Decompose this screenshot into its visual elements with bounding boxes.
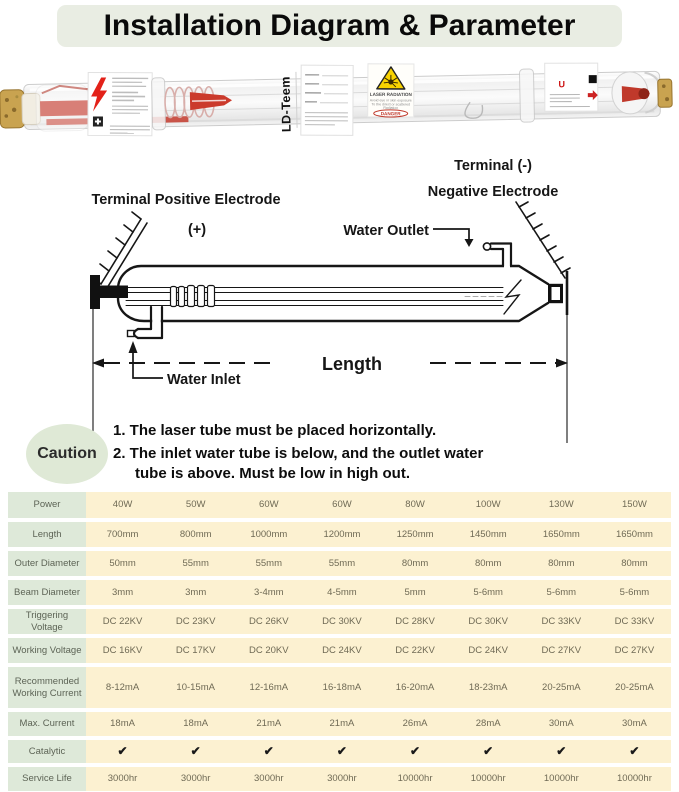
table-cell: 80mm <box>525 551 598 576</box>
table-cell: DC 20KV <box>232 638 305 663</box>
table-cell: 3000hr <box>86 767 159 791</box>
table-cell: DC 30KV <box>452 609 525 634</box>
table-cell: 3000hr <box>305 767 378 791</box>
row-label-recommended-working-current: Recommended Working Current <box>8 667 86 708</box>
table-cell: 50W <box>159 492 232 518</box>
table-cell: DC 16KV <box>86 638 159 663</box>
warning-line: Radiation <box>383 105 399 110</box>
table-cell: DC 22KV <box>86 609 159 634</box>
table-cell: 3000hr <box>159 767 232 791</box>
table-cell: 20-25mA <box>525 667 598 708</box>
cross-icon <box>93 116 103 126</box>
parameter-table <box>8 492 671 791</box>
table-cell: 28mA <box>452 712 525 736</box>
table-cell: 10000hr <box>452 767 525 791</box>
table-cell: 16-18mA <box>305 667 378 708</box>
table-cell: 8-12mA <box>86 667 159 708</box>
table-cell: DC 27KV <box>598 638 671 663</box>
table-cell: DC 28KV <box>379 609 452 634</box>
spec-form-label <box>301 65 353 135</box>
row-label-max-current: Max. Current <box>8 712 86 736</box>
table-cell: 130W <box>525 492 598 518</box>
table-cell: 20-25mA <box>598 667 671 708</box>
table-cell: 16-20mA <box>379 667 452 708</box>
table-cell: 5-6mm <box>452 580 525 605</box>
caution-notes <box>113 421 613 484</box>
table-cell: 12-16mA <box>232 667 305 708</box>
table-cell: DC 17KV <box>159 638 232 663</box>
table-cell: 60W <box>305 492 378 518</box>
table-cell: 18mA <box>86 712 159 736</box>
table-cell: 10000hr <box>525 767 598 791</box>
table-cell: 10000hr <box>379 767 452 791</box>
table-cell: 5-6mm <box>525 580 598 605</box>
brand-logo-u: U <box>558 79 566 90</box>
negative-wire <box>516 202 570 278</box>
checkmark-cell: ✔ <box>525 740 598 763</box>
table-cell: 1000mm <box>232 522 305 547</box>
table-cell: 80mm <box>379 551 452 576</box>
warning-title: LASER RADIATION <box>369 91 412 98</box>
water-outlet-arrow <box>433 229 474 247</box>
caution-badge <box>26 424 108 484</box>
table-cell: 80mm <box>452 551 525 576</box>
checkmark-cell: ✔ <box>305 740 378 763</box>
row-label-power: Power <box>8 492 86 518</box>
table-cell: 1450mm <box>452 522 525 547</box>
table-cell: 80mm <box>598 551 671 576</box>
table-cell: 1650mm <box>598 522 671 547</box>
table-cell: 21mA <box>232 712 305 736</box>
table-cell: 800mm <box>159 522 232 547</box>
table-cell: 700mm <box>86 522 159 547</box>
table-cell: 1250mm <box>379 522 452 547</box>
table-cell: DC 27KV <box>525 638 598 663</box>
checkmark-cell: ✔ <box>86 740 159 763</box>
danger-text: DANGER <box>380 111 401 117</box>
tube-assembly <box>0 57 673 141</box>
table-cell: DC 33KV <box>598 609 671 634</box>
table-cell: 18-23mA <box>452 667 525 708</box>
table-cell: 1200mm <box>305 522 378 547</box>
installation-diagram <box>0 145 679 447</box>
row-label-beam-diameter: Beam Diameter <box>8 580 86 605</box>
table-cell: 100W <box>452 492 525 518</box>
coil-marks <box>171 286 215 307</box>
table-cell: 55mm <box>305 551 378 576</box>
laser-warning-label <box>368 64 414 117</box>
table-cell: 18mA <box>159 712 232 736</box>
table-cell: 21mA <box>305 712 378 736</box>
water-inlet-label: Water Inlet <box>167 372 241 388</box>
warning-line: To the direct or scattered <box>371 102 411 107</box>
checkmark-cell: ✔ <box>598 740 671 763</box>
terminal-positive-label: Terminal Positive Electrode <box>91 192 281 208</box>
high-voltage-label <box>88 72 152 135</box>
table-cell: DC 30KV <box>305 609 378 634</box>
caution-item-2-cont: tube is above. Must be low in high out. <box>135 465 411 482</box>
length-label: Length <box>322 354 382 374</box>
row-label-service-life: Service Life <box>8 767 86 791</box>
caution-item-2: 2. The inlet water tube is below, and the outlet water <box>113 445 484 462</box>
checkmark-cell: ✔ <box>159 740 232 763</box>
table-cell: DC 26KV <box>232 609 305 634</box>
table-cell: 60W <box>232 492 305 518</box>
table-cell: 4-5mm <box>305 580 378 605</box>
caution-item-1: 1. The laser tube must be placed horizontally. <box>113 422 437 439</box>
table-cell: 5mm <box>379 580 452 605</box>
glass-joint-ring <box>152 78 166 130</box>
table-cell: 40W <box>86 492 159 518</box>
warning-line: Avoid eye or skin exposure <box>369 98 412 103</box>
row-label-length: Length <box>8 522 86 547</box>
black-square-mark <box>589 75 597 83</box>
table-cell: 1650mm <box>525 522 598 547</box>
terminal-negative-label: Terminal (-) <box>454 158 532 174</box>
positive-wire <box>92 212 147 288</box>
table-cell: DC 22KV <box>379 638 452 663</box>
row-label-outer-diameter: Outer Diameter <box>8 551 86 576</box>
table-cell: 3mm <box>159 580 232 605</box>
table-cell: 26mA <box>379 712 452 736</box>
table-cell: 150W <box>598 492 671 518</box>
table-cell: 55mm <box>159 551 232 576</box>
table-cell: 80W <box>379 492 452 518</box>
right-end-cap <box>612 71 673 114</box>
table-cell: 10000hr <box>598 767 671 791</box>
table-cell: 3mm <box>86 580 159 605</box>
checkmark-cell: ✔ <box>379 740 452 763</box>
checkmark-cell: ✔ <box>452 740 525 763</box>
caution-badge-text: Caution <box>37 445 97 462</box>
table-cell: 30mA <box>525 712 598 736</box>
table-cell: 55mm <box>232 551 305 576</box>
row-label-triggering-voltage: Triggering Voltage <box>8 609 86 634</box>
table-cell: 30mA <box>598 712 671 736</box>
table-cell: 3-4mm <box>232 580 305 605</box>
checkmark-cell: ✔ <box>232 740 305 763</box>
positive-terminal <box>90 275 128 309</box>
terminal-negative-sublabel: Negative Electrode <box>427 184 559 200</box>
right-info-label <box>545 63 598 111</box>
laser-tube-photo <box>0 57 679 141</box>
water-inlet-arrow <box>129 341 164 378</box>
table-cell: 5-6mm <box>598 580 671 605</box>
table-cell: DC 24KV <box>305 638 378 663</box>
water-outlet-label: Water Outlet <box>343 223 429 239</box>
table-cell: 10-15mA <box>159 667 232 708</box>
table-cell: DC 24KV <box>452 638 525 663</box>
table-cell: 50mm <box>86 551 159 576</box>
row-label-catalytic: Catalytic <box>8 740 86 763</box>
glass-joint-ring <box>519 69 534 122</box>
row-label-working-voltage: Working Voltage <box>8 638 86 663</box>
table-cell: DC 33KV <box>525 609 598 634</box>
table-cell: DC 23KV <box>159 609 232 634</box>
brand-vertical-text: LD-Teem <box>278 75 294 133</box>
terminal-positive-sign: (+) <box>187 222 207 238</box>
table-cell: 3000hr <box>232 767 305 791</box>
page-title: Installation Diagram & Parameter <box>57 5 622 47</box>
break-mark <box>504 280 521 314</box>
